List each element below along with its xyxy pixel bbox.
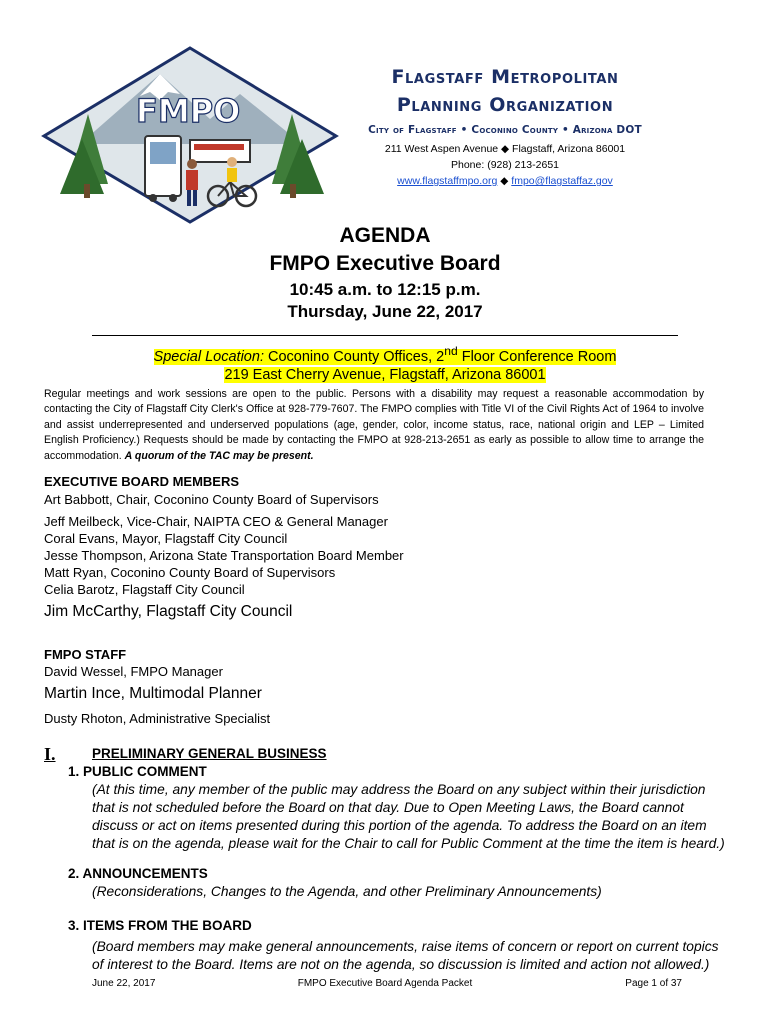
- section-title: PRELIMINARY GENERAL BUSINESS: [92, 746, 327, 761]
- train-icon: [190, 140, 250, 162]
- board-member: Jesse Thompson, Arizona State Transportation Board Member: [44, 548, 404, 563]
- agenda-item-heading: 1. PUBLIC COMMENT: [68, 764, 207, 779]
- heading-divider: [92, 335, 678, 336]
- executive-board-heading: EXECUTIVE BOARD MEMBERS: [44, 474, 240, 489]
- meeting-location: [0, 344, 770, 365]
- agenda-item-body: (Board members may make general announcements, raise items of concern or report on current topics of interest to the Board. Items are not on the agenda, so discussion is limited and action not allowed.): [92, 939, 719, 972]
- board-title: FMPO Executive Board: [269, 252, 501, 275]
- org-address: 211 West Aspen Avenue ◆ Flagstaff, Arizona 86001: [384, 143, 626, 155]
- email-link[interactable]: fmpo@flagstaffaz.gov: [511, 175, 613, 187]
- board-member: Matt Ryan, Coconino County Board of Supervisors: [44, 565, 336, 580]
- staff-member: Dusty Rhoton, Administrative Specialist: [44, 711, 271, 726]
- location-venue-prefix: Coconino County Offices, 2: [263, 348, 445, 365]
- footer-title: FMPO Executive Board Agenda Packet: [297, 978, 473, 989]
- fmpo-logo: [40, 44, 340, 224]
- accessibility-notice: [44, 387, 704, 464]
- agenda-item-body: (Reconsiderations, Changes to the Agenda, and other Preliminary Announcements): [92, 884, 602, 899]
- agenda-title: AGENDA: [339, 224, 431, 247]
- footer-date: June 22, 2017: [92, 978, 156, 989]
- contact-separator: ◆: [497, 175, 512, 187]
- org-web-line: [350, 175, 660, 187]
- staff-member: David Wessel, FMPO Manager: [44, 664, 223, 679]
- website-link[interactable]: www.flagstaffmpo.org: [397, 175, 498, 187]
- agenda-item-heading: 3. ITEMS FROM THE BOARD: [68, 918, 252, 933]
- org-name-line-1: Flagstaff Metropolitan: [391, 66, 619, 88]
- board-member: Coral Evans, Mayor, Flagstaff City Council: [44, 531, 288, 546]
- org-name-line-2: Planning Organization: [396, 94, 614, 116]
- board-member: Art Babbott, Chair, Coconino County Board of Supervisors: [44, 492, 379, 507]
- footer-page-number: Page 1 of 37: [625, 978, 682, 989]
- board-member: Celia Barotz, Flagstaff City Council: [44, 582, 245, 597]
- logo-text: FMPO: [136, 92, 241, 130]
- staff-heading: FMPO STAFF: [44, 647, 127, 662]
- location-venue-sup: nd: [444, 344, 458, 358]
- board-member: Jim McCarthy, Flagstaff City Council: [44, 603, 293, 620]
- section-number: I.: [44, 744, 56, 764]
- board-member: Jeff Meilbeck, Vice-Chair, NAIPTA CEO & General Manager: [44, 514, 388, 529]
- member-jurisdictions: City of Flagstaff • Coconino County • Arizona DOT: [368, 124, 642, 136]
- agenda-item-body: (At this time, any member of the public may address the Board on any subject within their jurisdiction that is not scheduled before the Board on that day. Due to Open Meeting Laws, the Board cannot discuss or act on items presented during this portion of the agenda. To address the Board on an item that is on the agenda, please wait for the Chair to call for Public Comment at the time the item is heard.): [92, 782, 725, 851]
- meeting-address-text: 219 East Cherry Avenue, Flagstaff, Arizona 86001: [224, 367, 546, 383]
- meeting-address: [0, 367, 770, 383]
- quorum-note: A quorum of the TAC may be present.: [124, 449, 314, 462]
- location-venue-suffix: Floor Conference Room: [457, 348, 617, 365]
- pedestrian-icon: [187, 159, 197, 169]
- location-label: Special Location:: [153, 348, 264, 365]
- meeting-date: Thursday, June 22, 2017: [287, 302, 483, 321]
- org-phone: Phone: (928) 213-2651: [451, 159, 559, 171]
- staff-member: Martin Ince, Multimodal Planner: [44, 685, 262, 702]
- notice-text: Regular meetings and work sessions are open to the public. Persons with a disability may request a reasonable accommodation by contacting the City of Flagstaff City Clerk's Office at 928-779-7607. The FMPO complies with Title VI of the Civil Rights Act of 1964 to involve and assist underrepresented and underserved populations (age, gender, color, income status, race, national origin and LEP – Limited English Proficiency.) Requests should be made by contacting the FMPO at 928-213-2651 as early as possible to allow time to arrange the accommodation.: [44, 388, 704, 462]
- agenda-item-heading: 2. ANNOUNCEMENTS: [68, 866, 208, 881]
- meeting-time: 10:45 a.m. to 12:15 p.m.: [289, 280, 481, 299]
